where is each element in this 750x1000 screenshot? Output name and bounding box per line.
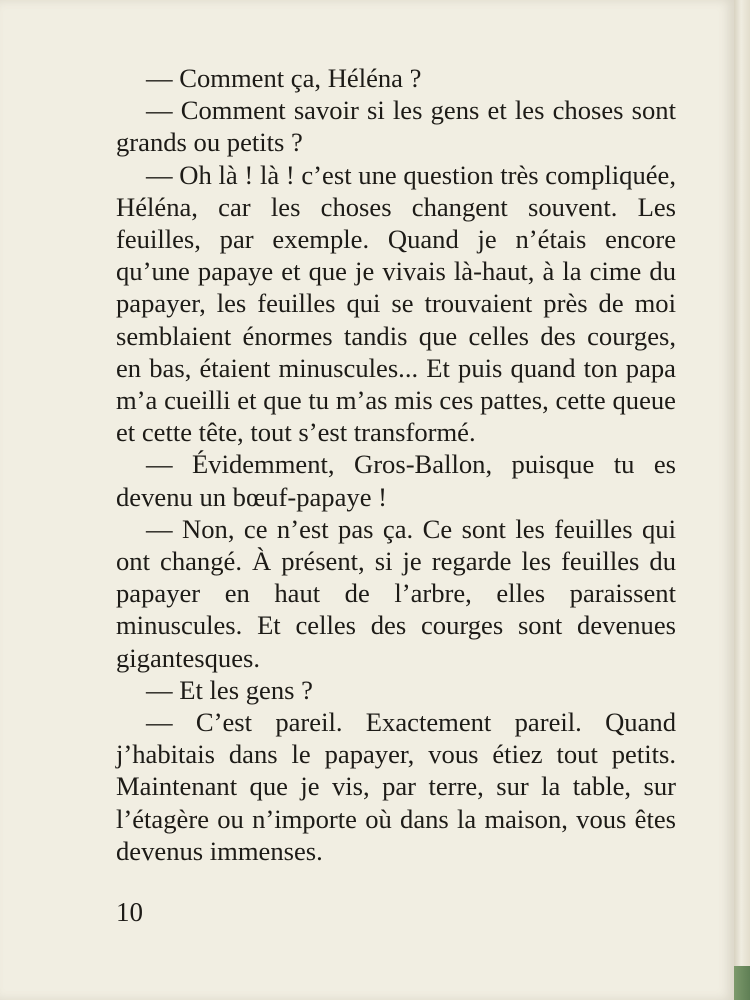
cover-edge xyxy=(734,966,750,1000)
paragraph: — Et les gens ? xyxy=(146,674,313,705)
body-text xyxy=(116,62,676,867)
paragraph: — Non, ce n’est pas ça. Ce sont les feuilles qui ont changé. À présent, si je regarde les feuilles du papayer en haut de l’arbre, elles paraissent minuscules. Et celles des courges sont devenues gigantesques. xyxy=(116,513,676,673)
paragraph: — Évidemment, Gros-Ballon, puisque tu es devenu un bœuf-papaye ! xyxy=(116,449,676,512)
page-number: 10 xyxy=(116,897,143,927)
paragraph: — Comment savoir si les gens et les choses sont grands ou petits ? xyxy=(116,95,676,158)
paragraph: — Comment ça, Héléna ? xyxy=(146,63,422,93)
page-edge xyxy=(734,0,750,1000)
paragraph: — Oh là ! là ! c’est une question très compliquée, Héléna, car les choses changent souvent. Les feuilles, par exemple. Quand je n’étais encore qu’une papaye et que je vivais là-haut, à la cime du papayer, les feuilles qui se trouvaient près de moi semblaient énormes tandis que celles des courges, en bas, étaient minuscules... Et puis quand ton papa m’a cueilli et que tu m’as mis ces pattes, cette queue et cette tête, tout s’est transformé. xyxy=(116,159,676,448)
paragraph: — C’est pareil. Exactement pareil. Quand j’habitais dans le papayer, vous étiez tout petits. Maintenant que je vis, par terre, sur la table, sur l’étagère ou n’importe où dans la maison, vous êtes devenus immenses. xyxy=(116,707,676,866)
